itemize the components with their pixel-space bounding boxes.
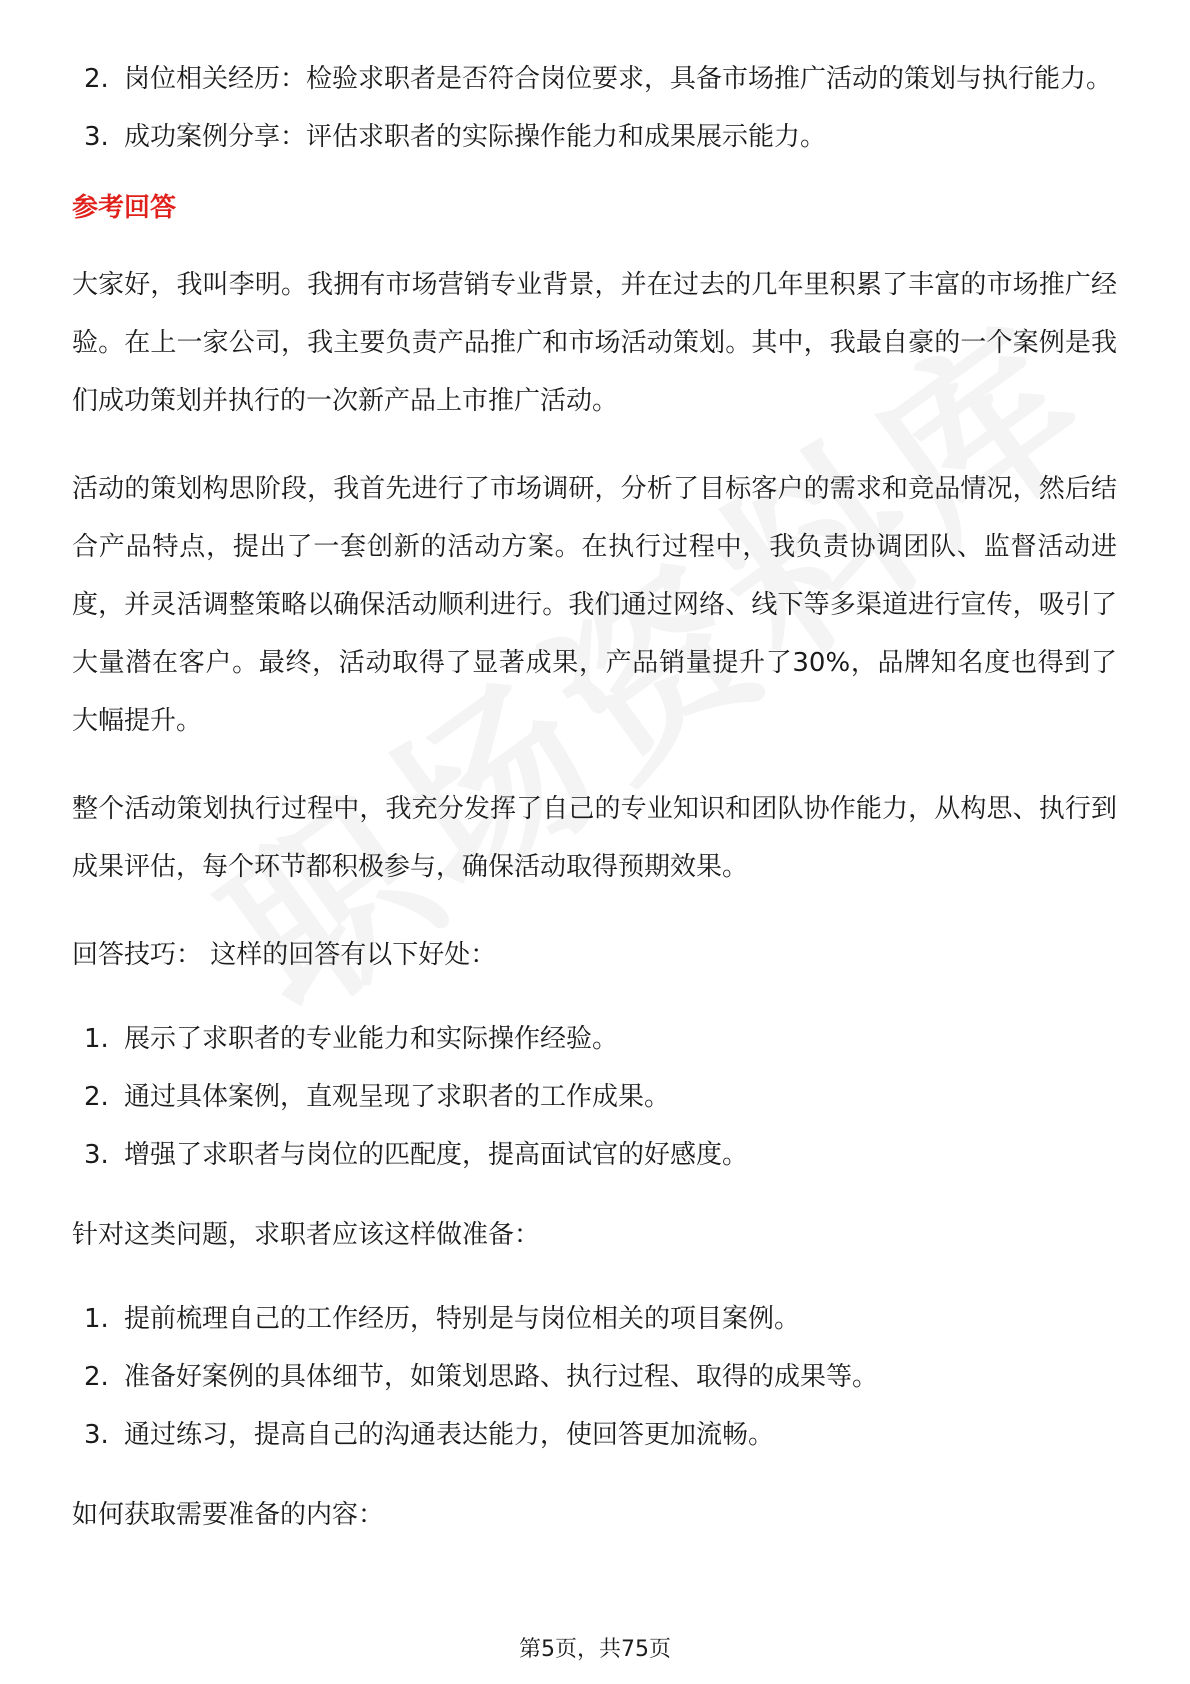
list-text: 岗位相关经历：检验求职者是否符合岗位要求，具备市场推广活动的策划与执行能力。 <box>124 64 1113 94</box>
list-text: 成功案例分享：评估求职者的实际操作能力和成果展示能力。 <box>124 122 827 152</box>
list-number: 3. <box>84 122 109 152</box>
list-text: 通过练习，提高自己的沟通表达能力，使回答更加流畅。 <box>124 1420 775 1450</box>
section-title: 参考回答 <box>72 193 177 223</box>
list-text: 展示了求职者的专业能力和实际操作经验。 <box>124 1024 619 1054</box>
list-text: 提前梳理自己的工作经历，特别是与岗位相关的项目案例。 <box>124 1304 801 1334</box>
list-number: 2. <box>84 64 109 94</box>
tips-list <box>72 1010 1117 1184</box>
answer-paragraph: 大家好，我叫李明。我拥有市场营销专业背景，并在过去的几年里积累了丰富的市场推广经验。在上一家公司，我主要负责产品推广和市场活动策划。其中，我最自豪的一个案例是我们成功策划并执行的一次新产品上市推广活动。 <box>72 270 1117 416</box>
answer-paragraph: 活动的策划构思阶段，我首先进行了市场调研，分析了目标客户的需求和竞品情况，然后结合产品特点，提出了一套创新的活动方案。在执行过程中，我负责协调团队、监督活动进度，并灵活调整策略以确保活动顺利进行。我们通过网络、线下等多渠道进行宣传，吸引了大量潜在客户。最终，活动取得了显著成果，产品销量提升了30%，品牌知名度也得到了大幅提升。 <box>72 474 1117 736</box>
prep-list <box>72 1290 1117 1464</box>
list-text: 准备好案例的具体细节，如策划思路、执行过程、取得的成果等。 <box>124 1362 879 1392</box>
tips-heading: 回答技巧： 这样的回答有以下好处： <box>72 940 497 970</box>
list-item <box>72 50 1117 108</box>
list-item <box>72 1406 1117 1464</box>
page-footer: 第5页，共75页 <box>519 1637 671 1662</box>
list-number: 1. <box>84 1304 109 1334</box>
list-item <box>72 1010 1117 1068</box>
list-number: 3. <box>84 1420 109 1450</box>
document-page <box>72 50 1117 1570</box>
list-item <box>72 1126 1117 1184</box>
list-number: 1. <box>84 1024 109 1054</box>
answer-paragraph: 整个活动策划执行过程中，我充分发挥了自己的专业知识和团队协作能力，从构思、执行到成果评估，每个环节都积极参与，确保活动取得预期效果。 <box>72 794 1117 882</box>
list-text: 通过具体案例，直观呈现了求职者的工作成果。 <box>124 1082 671 1112</box>
list-number: 2. <box>84 1082 109 1112</box>
list-number: 3. <box>84 1140 109 1170</box>
list-text: 增强了求职者与岗位的匹配度，提高面试官的好感度。 <box>124 1140 749 1170</box>
list-item <box>72 108 1117 166</box>
list-number: 2. <box>84 1362 109 1392</box>
final-heading: 如何获取需要准备的内容： <box>72 1500 385 1530</box>
list-item <box>72 1068 1117 1126</box>
list-item <box>72 1290 1117 1348</box>
list-item <box>72 1348 1117 1406</box>
top-list <box>72 50 1117 166</box>
prep-heading: 针对这类问题，求职者应该这样做准备： <box>72 1220 541 1250</box>
